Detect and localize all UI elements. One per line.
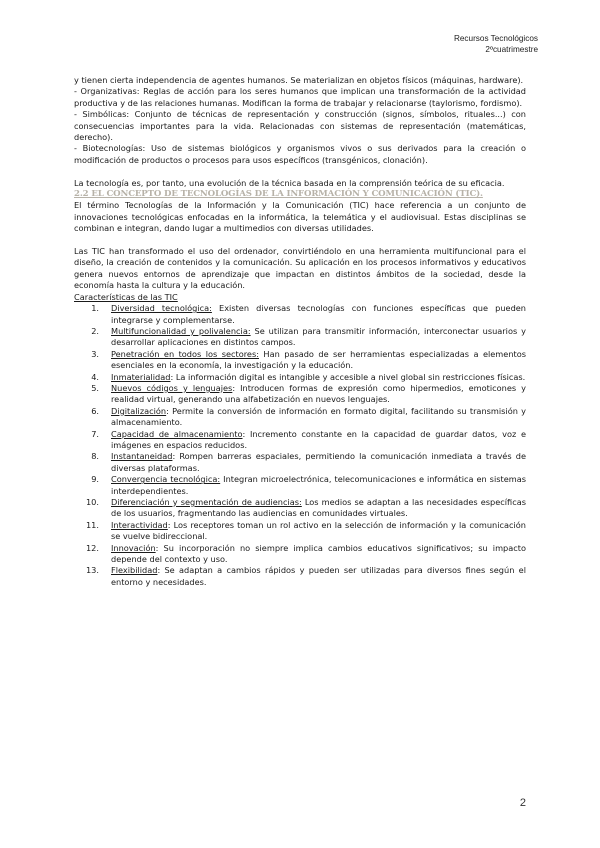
item-number: 10. [85, 497, 99, 507]
item-term: Diferenciación y segmentación de audiencias: [111, 497, 302, 507]
item-number: 8. [91, 451, 99, 462]
item-description: Los medios se adaptan a las necesidades específicas de los usuarios, fragmentando las audiencias en comunidades virtuales. [111, 497, 526, 519]
item-term: Instantaneidad [111, 451, 173, 462]
list-item [74, 349, 526, 372]
paragraph-tic-definition: El término Tecnologías de la Información y la Comunicación (TIC) hace referencia a un conjunto de innovaciones tecnológicas enfocadas en la informática, la telemática y el audiovisual. Estas disciplinas se combinan e integran, dando lugar a multimedios con diversas utilidades. [74, 200, 526, 234]
item-description: Integran microelectrónica, telecomunicaciones e informática en sistemas interdependientes. [111, 474, 526, 496]
item-term: Capacidad de almacenamiento [111, 428, 243, 439]
item-number: 1. [91, 303, 99, 314]
item-term: Penetración en todos los sectores: [111, 348, 259, 359]
item-term: Innovación [111, 542, 156, 553]
item-description: : Los receptores toman un rol activo en la selección de información y la comunicación se vuelve bidireccional. [111, 519, 526, 542]
item-number: 2. [91, 325, 99, 336]
list-item [74, 383, 526, 406]
item-description: Existen diversas tecnologías con funciones específicas que pueden integrarse y complementarse. [111, 303, 526, 325]
paragraph-tic-transformation: Las TIC han transformado el uso del ordenador, convirtiéndolo en una herramienta multifuncional para el diseño, la creación de contenidos y la comunicación. Su aplicación en los procesos informativos y educativos genera nuevos entornos de aprendizaje que impactan en distintos ámbitos de la sociedad, desde la economía hasta la cultura y la educación. [74, 246, 526, 291]
paragraph-physical: y tienen cierta independencia de agentes humanos. Se materializan en objetos físicos (máquinas, hardware). [74, 75, 524, 85]
page-header [454, 34, 538, 55]
item-term: Nuevos códigos y lenguajes [111, 382, 233, 393]
item-description: : Se adaptan a cambios rápidos y pueden ser utilizadas para diversos fines según el entorno y necesidades. [111, 565, 526, 587]
section-heading: 2.2 EL CONCEPTO DE TECNOLOGÍAS DE LA INFORMACIÓN Y COMUNICACIÓN (TIC). [74, 189, 483, 200]
item-term: Convergencia tecnológica: [111, 474, 221, 485]
paragraph-conclusion: La tecnología es, por tanto, una evolución de la técnica basada en la comprensión teórica de su eficacia. [74, 177, 505, 188]
item-number: 6. [91, 405, 99, 416]
list-item [74, 520, 526, 543]
item-term: Interactividad [111, 519, 168, 530]
item-description: : Su incorporación no siempre implica cambios educativos significativos; su impacto depende del contexto y uso. [111, 542, 526, 565]
paragraph-biotech: - Biotecnologías: Uso de sistemas biológicos y organismos vivos o sus derivados para la creación o modificación de productos o procesos para usos específicos (transgénicos, clonación). [74, 143, 526, 165]
list-item [74, 303, 526, 326]
semester-label: 2ºcuatrimestre [485, 44, 538, 54]
list-item [74, 543, 526, 566]
page-number: 2 [519, 797, 526, 809]
list-item [74, 372, 526, 383]
item-description: Han pasado de ser herramientas especializadas a elementos esenciales en la economía, la investigación y la educación. [111, 348, 526, 371]
list-item [74, 497, 526, 520]
item-description: : Introducen formas de expresión como hipermedios, emoticones y realidad virtual, generando una alfabetización en nuevos lenguajes. [111, 382, 527, 405]
item-term: Inmaterialidad [111, 371, 171, 382]
list-item [74, 451, 526, 474]
paragraph-organizational: - Organizativas: Reglas de acción para los seres humanos que implican una transformación de la actividad productiva y de las relaciones humanas. Modifican la forma de trabajar y relacionarse (taylorismo, fordismo). [74, 86, 526, 108]
item-term: Multifuncionalidad y polivalencia: [111, 325, 251, 336]
item-description: : La información digital es intangible y accesible a nivel global sin restricciones físicas. [170, 371, 526, 382]
item-number: 13. [85, 565, 99, 576]
item-number: 7. [91, 428, 99, 439]
item-description: : Permite la conversión de información en formato digital, facilitando su transmisión y almacenamiento. [111, 405, 526, 428]
item-number: 5. [91, 382, 99, 393]
item-number: 12. [85, 542, 99, 553]
item-term: Digitalización [111, 405, 167, 416]
item-description: Se utilizan para transmitir información, interconectar usuarios y desarrollar aplicaciones en distintos campos. [111, 325, 526, 348]
list-item [74, 406, 526, 429]
course-title: Recursos Tecnológicos [453, 34, 538, 43]
item-number: 4. [91, 371, 99, 382]
item-description: : Incremento constante en la capacidad de guardar datos, voz e imágenes en espacios reducidos. [111, 428, 526, 450]
list-item [74, 326, 526, 349]
list-item [74, 429, 526, 452]
item-number: 11. [85, 519, 99, 530]
list-item [74, 565, 526, 588]
characteristics-list [74, 303, 526, 588]
item-number: 9. [91, 474, 99, 485]
characteristics-title: Características de las TIC [74, 291, 178, 302]
item-number: 3. [91, 348, 99, 359]
document-body [74, 75, 526, 588]
item-description: : Rompen barreras espaciales, permitiendo la comunicación inmediata a través de diversas plataformas. [111, 451, 526, 473]
item-term: Diversidad tecnológica: [111, 303, 212, 314]
item-term: Flexibilidad [111, 565, 158, 576]
list-item [74, 474, 526, 497]
paragraph-symbolic: - Simbólicas: Conjunto de técnicas de representación y construcción (signos, símbolos, rituales...) con consecuencias importantes para la vida. Relacionadas con sistemas de representación (matemáticas, derecho). [74, 109, 526, 143]
